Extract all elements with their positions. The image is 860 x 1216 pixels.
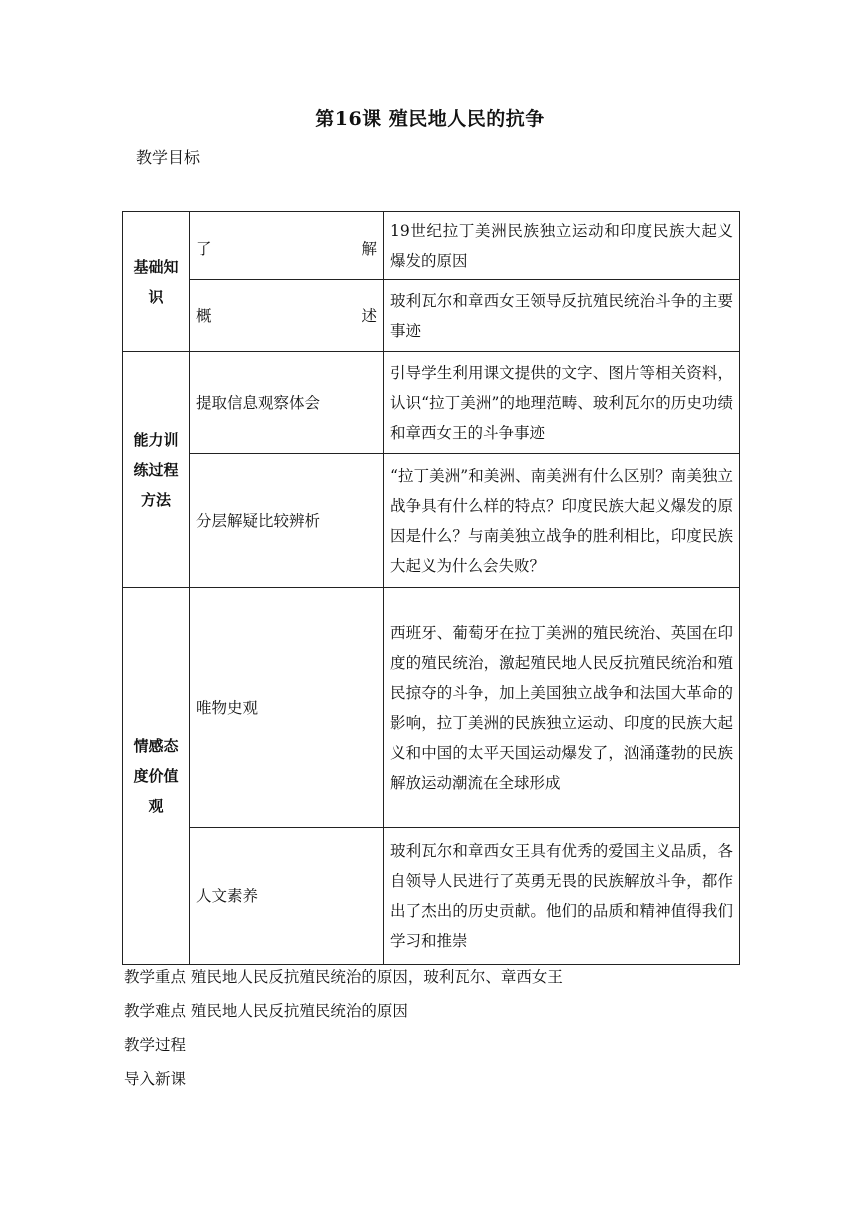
intro-label: 导入新课 [124, 1070, 187, 1088]
table-row [123, 828, 740, 965]
objectives-table [122, 211, 740, 965]
lesson-title: 第16课 殖民地人民的抗争 [315, 108, 545, 130]
table-row [123, 280, 740, 352]
table-row [123, 352, 740, 454]
sub-outline: 概 述 [190, 280, 384, 352]
table-row [123, 454, 740, 588]
sub-understand: 了 解 [190, 212, 384, 280]
desc-extract-info: 引导学生利用课文提供的文字、图片等相关资料，认识“拉丁美洲”的地理范畴、玻利瓦尔的历史功绩和章西女王的斗争事迹 [384, 352, 740, 454]
table-row [123, 588, 740, 828]
sub-historical-materialism: 唯物史观 [190, 588, 384, 828]
objectives-label: 教学目标 [136, 148, 201, 167]
desc-historical-materialism: 西班牙、葡萄牙在拉丁美洲的殖民统治、英国在印度的殖民统治，激起殖民地人民反抗殖民统治和殖民掠夺的斗争，加上美国独立战争和法国大革命的影响，拉丁美洲的民族独立运动、印度的民族大起义和中国的太平天国运动爆发了，汹涌蓬勃的民族解放运动潮流在全球形成 [384, 588, 740, 828]
sub-extract-info: 提取信息观察体会 [190, 352, 384, 454]
key-points: 教学重点 殖民地人民反抗殖民统治的原因，玻利瓦尔、章西女王 [124, 968, 563, 986]
category-basic-knowledge: 基础知识 [123, 212, 190, 352]
table-row [123, 212, 740, 280]
difficult-points: 教学难点 殖民地人民反抗殖民统治的原因 [124, 1002, 408, 1020]
category-emotion-values: 情感态度价值观 [123, 588, 190, 965]
category-ability-process: 能力训练过程方法 [123, 352, 190, 588]
desc-outline: 玻利瓦尔和章西女王领导反抗殖民统治斗争的主要事迹 [384, 280, 740, 352]
process-label: 教学过程 [124, 1036, 187, 1054]
sub-layered-analysis: 分层解疑比较辨析 [190, 454, 384, 588]
desc-understand: 19世纪拉丁美洲民族独立运动和印度民族大起义爆发的原因 [384, 212, 740, 280]
desc-humanistic-quality: 玻利瓦尔和章西女王具有优秀的爱国主义品质，各自领导人民进行了英勇无畏的民族解放斗争，都作出了杰出的历史贡献。他们的品质和精神值得我们学习和推崇 [384, 828, 740, 965]
sub-humanistic-quality: 人文素养 [190, 828, 384, 965]
desc-layered-analysis: “拉丁美洲”和美洲、南美洲有什么区别？南美独立战争具有什么样的特点？印度民族大起义爆发的原因是什么？与南美独立战争的胜利相比，印度民族大起义为什么会失败？ [384, 454, 740, 588]
